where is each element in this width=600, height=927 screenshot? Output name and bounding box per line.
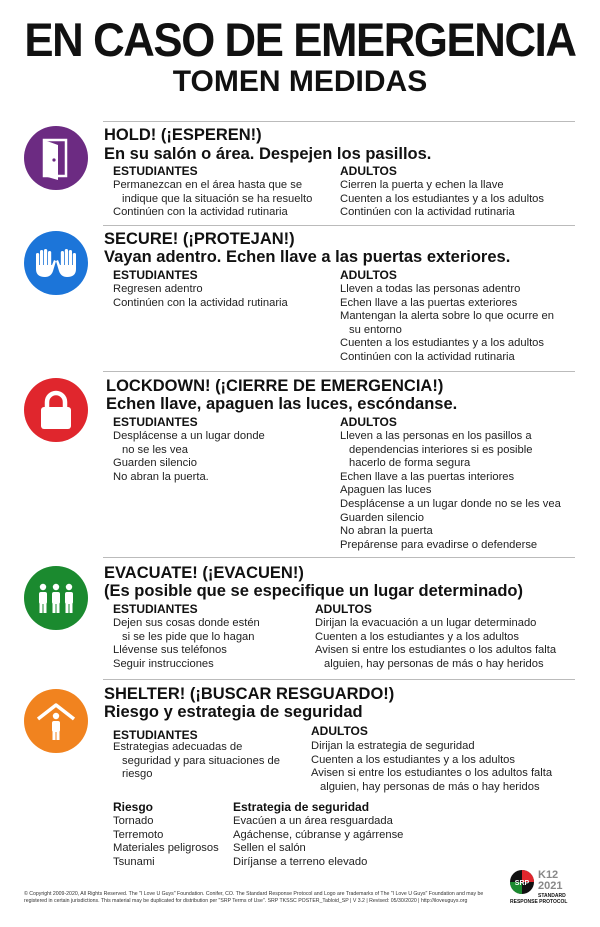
secure-students-label: ESTUDIANTES	[113, 268, 198, 282]
strategy-label: Estrategia de seguridad	[233, 800, 370, 814]
shelter-students-label: ESTUDIANTES	[113, 728, 198, 742]
list-item: Lleven a las personas en los pasillos a	[340, 430, 532, 442]
padlock-icon	[24, 378, 88, 442]
list-item: Cuenten a los estudiantes y a los adultos	[340, 192, 544, 205]
lockdown-adults-list	[340, 430, 561, 552]
list-item: Guarden silencio	[113, 457, 197, 470]
hold-adults-label: ADULTOS	[340, 164, 397, 178]
list-item: dependencias interiores si es posible	[349, 443, 533, 456]
list-item: Continúen con la actividad rutinaria	[113, 296, 288, 309]
door-icon	[24, 126, 88, 190]
list-item: Cuenten a los estudiantes y a los adultos	[311, 753, 515, 766]
secure-adults-list	[340, 283, 554, 365]
hold-students-label: ESTUDIANTES	[113, 164, 198, 178]
list-item: Apaguen las luces	[340, 484, 432, 497]
list-item: Terremoto	[113, 828, 164, 841]
divider	[103, 225, 575, 226]
logo-k12: K12	[538, 869, 559, 881]
logo-line2: RESPONSE PROTOCOL	[510, 899, 568, 905]
footer-line: © Copyright 2009-2020, All Rights Reserved. The "I Love U Guys" Foundation. Conifer, CO. The Standard Response Protocol and Logo are Trademarks of The "I Love U Guys" Foundation and may be	[24, 891, 484, 897]
evacuate-students-label: ESTUDIANTES	[113, 602, 198, 616]
list-item: Llévense sus teléfonos	[113, 644, 227, 657]
divider	[103, 557, 575, 558]
shelter-icon	[24, 689, 88, 753]
list-item: Avisen si entre los estudiantes o los adultos falta	[311, 767, 553, 780]
list-item: si se les pide que lo hagan	[122, 630, 255, 643]
secure-adults-label: ADULTOS	[340, 268, 397, 282]
logo-line1: STANDARD	[538, 893, 566, 899]
list-item: Dirijan la estrategia de seguridad	[311, 740, 475, 752]
list-item: Tsunami	[113, 855, 155, 868]
poster-title: EN CASO DE EMERGENCIA	[24, 13, 576, 66]
evacuate-heading: EVACUATE! (¡EVACUEN!)	[104, 564, 304, 582]
evacuate-adults-list	[315, 617, 556, 671]
list-item: Seguir instrucciones	[113, 657, 214, 670]
list-item: no se les vea	[122, 443, 188, 456]
list-item: No abran la puerta.	[113, 470, 209, 483]
copyright-footer	[24, 891, 494, 905]
list-item: Echen llave a las puertas exteriores	[340, 296, 518, 309]
list-item: Dirijan la evacuación a un lugar determinado	[315, 617, 537, 629]
shelter-heading: SHELTER! (¡BUSCAR RESGUARDO!)	[104, 685, 395, 703]
poster-subtitle: TOMEN MEDIDAS	[172, 65, 428, 98]
logo-badge-text: SRP	[514, 880, 530, 887]
list-item: Cierren la puerta y echen la llave	[340, 179, 504, 191]
list-item: No abran la puerta	[340, 525, 433, 538]
list-item: Evacúen a un área resguardada	[233, 815, 393, 827]
divider	[103, 679, 575, 680]
list-item: indique que la situación se ha resuelto	[122, 192, 313, 205]
list-item: Desplácense a un lugar donde no se les vea	[340, 497, 561, 510]
risk-label: Riesgo	[113, 800, 154, 814]
divider	[103, 371, 575, 372]
list-item: alguien, hay personas de más o hay heridos	[320, 780, 540, 793]
evacuate-students-list	[113, 617, 260, 671]
hold-students-list	[113, 179, 312, 220]
hands-icon	[24, 231, 88, 295]
list-item: Estrategias adecuadas de	[113, 741, 243, 753]
people-icon	[24, 566, 88, 630]
list-item: Guarden silencio	[340, 511, 424, 524]
secure-heading: SECURE! (¡PROTEJAN!)	[104, 230, 295, 248]
list-item: Permanezcan en el área hasta que se	[113, 179, 303, 191]
list-item: Dejen sus cosas donde estén	[113, 617, 260, 629]
secure-students-list	[113, 283, 288, 310]
shelter-subheading: Riesgo y estrategia de seguridad	[104, 703, 363, 721]
list-item: Prepárense para evadirse o defenderse	[340, 538, 538, 551]
lockdown-adults-label: ADULTOS	[340, 415, 397, 429]
shelter-students-list	[113, 741, 280, 782]
shelter-adults-list	[311, 740, 552, 794]
list-item: Desplácense a un lugar donde	[113, 430, 265, 442]
shelter-adults-label: ADULTOS	[311, 724, 368, 738]
list-item: Continúen con la actividad rutinaria	[340, 350, 515, 363]
hold-heading: HOLD! (¡ESPEREN!)	[104, 126, 262, 144]
hold-adults-list	[340, 179, 544, 220]
list-item: su entorno	[349, 323, 402, 336]
footer-line: registered in certain jurisdictions. This material may be duplicated for distribution per "SRP Terms of Use". SRP TKSSC POSTER_Tabloid_SP | V 3.2 | Revised: 05/30/2020 | http://iloveuguys.org	[24, 898, 468, 904]
list-item: Cuenten a los estudiantes y a los adultos	[340, 337, 544, 350]
list-item: Regresen adentro	[113, 283, 203, 295]
srp-logo	[508, 864, 580, 906]
list-item: Avisen si entre los estudiantes o los adultos falta	[315, 644, 557, 657]
list-item: alguien, hay personas de más o hay heridos	[324, 657, 544, 670]
list-item: Diríjanse a terreno elevado	[233, 855, 368, 868]
secure-subheading: Vayan adentro. Echen llave a las puertas exteriores.	[104, 248, 511, 266]
hold-subheading: En su salón o área. Despejen los pasillos.	[104, 145, 432, 163]
list-item: Mantengan la alerta sobre lo que ocurre en	[340, 310, 554, 323]
list-item: riesgo	[122, 768, 153, 781]
list-item: Continúen con la actividad rutinaria	[113, 206, 288, 219]
lockdown-subheading: Echen llave, apaguen las luces, escóndanse.	[106, 395, 458, 413]
risk-list	[113, 815, 219, 869]
list-item: Sellen el salón	[233, 842, 306, 855]
evacuate-subheading: (Es posible que se especifique un lugar determinado)	[104, 582, 524, 600]
strategy-list	[233, 815, 403, 869]
list-item: Echen llave a las puertas interiores	[340, 470, 515, 483]
logo-year: 2021	[538, 880, 563, 892]
list-item: seguridad y para situaciones de	[122, 754, 280, 767]
lockdown-heading: LOCKDOWN! (¡CIERRE DE EMERGENCIA!)	[106, 377, 444, 395]
list-item: Lleven a todas las personas adentro	[340, 283, 521, 295]
list-item: Tornado	[113, 815, 154, 827]
list-item: Materiales peligrosos	[113, 842, 219, 855]
lockdown-students-list	[113, 430, 265, 484]
list-item: Continúen con la actividad rutinaria	[340, 206, 515, 219]
list-item: hacerlo de forma segura	[349, 457, 471, 470]
list-item: Cuenten a los estudiantes y a los adultos	[315, 630, 519, 643]
list-item: Agáchense, cúbranse y agárrense	[233, 828, 404, 841]
lockdown-students-label: ESTUDIANTES	[113, 415, 198, 429]
evacuate-adults-label: ADULTOS	[315, 602, 372, 616]
divider	[103, 121, 575, 122]
